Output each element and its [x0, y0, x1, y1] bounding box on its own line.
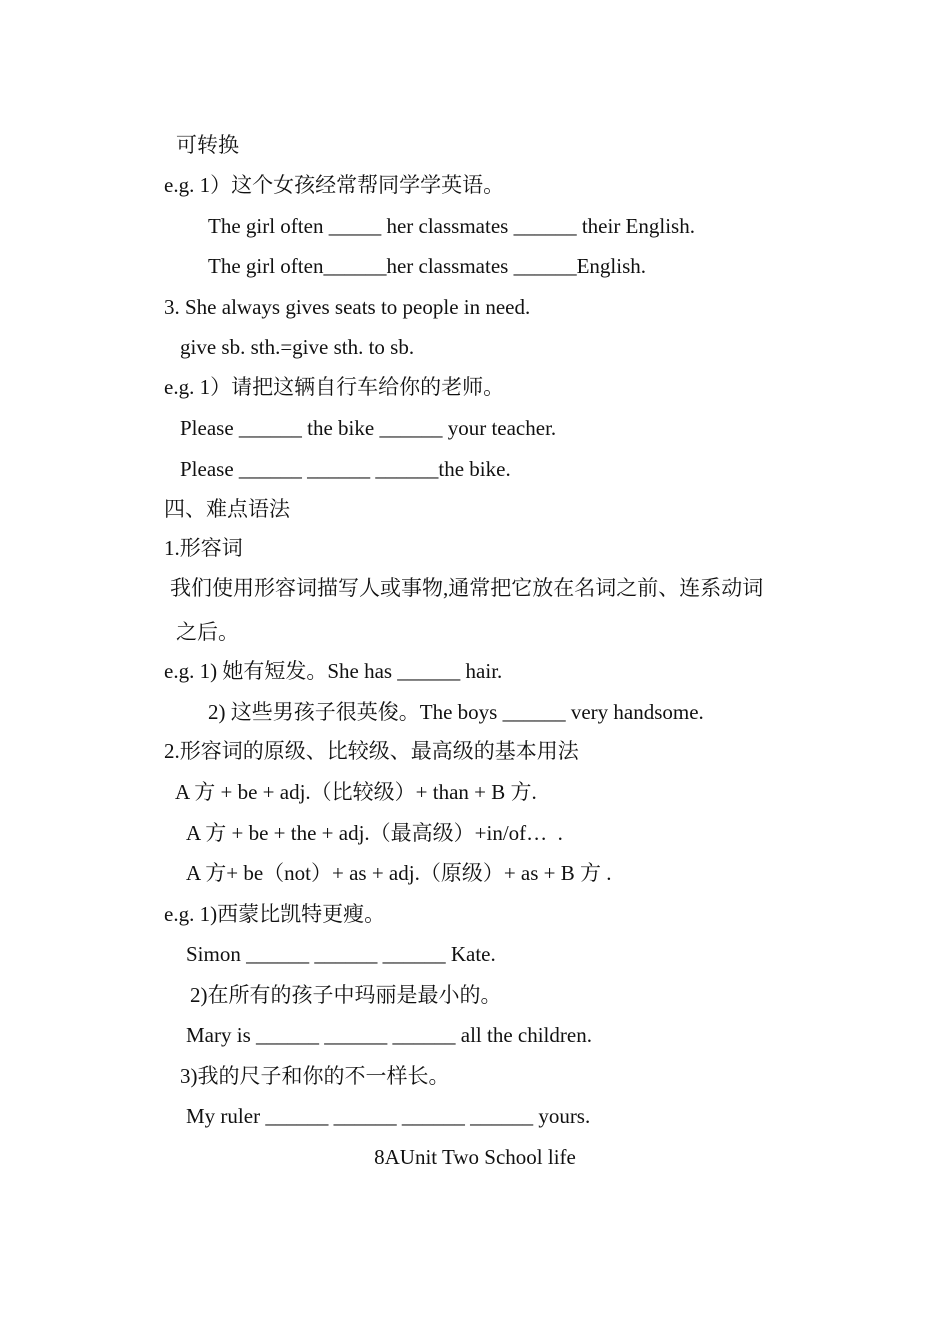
text-line: give sb. sth.=give sth. to sb.	[180, 335, 415, 359]
text-line: e.g. 1）这个女孩经常帮同学学英语。	[164, 173, 505, 197]
text-line: 我们使用形容词描写人或事物,通常把它放在名词之前、连系动词	[170, 576, 764, 600]
section-heading: 四、难点语法	[164, 497, 290, 521]
text-line: The girl often______her classmates ______English.	[208, 254, 646, 278]
text-line: Mary is ______ ______ ______ all the children.	[186, 1023, 592, 1047]
text-line: Please ______ the bike ______ your teacher.	[180, 416, 557, 440]
text-line: 2)在所有的孩子中玛丽是最小的。	[190, 983, 502, 1007]
text-line: My ruler ______ ______ ______ ______ yours.	[186, 1104, 591, 1128]
text-line: The girl often _____ her classmates ______ their English.	[208, 214, 695, 238]
text-line: 3)我的尺子和你的不一样长。	[180, 1064, 450, 1088]
subsection-heading: 1.形容词	[164, 536, 243, 560]
text-line: 之后。	[176, 620, 239, 644]
text-line: A 方 + be + the + adj.（最高级）+in/of… .	[186, 821, 563, 845]
text-line: 2) 这些男孩子很英俊。The boys ______ very handsome.	[208, 700, 704, 724]
text-line: A 方 + be + adj.（比较级）+ than + B 方.	[175, 780, 537, 804]
text-line: e.g. 1) 她有短发。She has ______ hair.	[164, 659, 503, 683]
text-line: e.g. 1）请把这辆自行车给你的老师。	[164, 375, 505, 399]
text-line: 可转换	[176, 133, 239, 157]
text-line: e.g. 1)西蒙比凯特更瘦。	[164, 902, 386, 926]
text-line: 3. She always gives seats to people in need.	[164, 295, 531, 319]
page-footer: 8AUnit Two School life	[374, 1145, 576, 1169]
text-line: Please ______ ______ ______the bike.	[180, 457, 511, 481]
text-line: A 方+ be（not）+ as + adj.（原级）+ as + B 方 .	[186, 861, 612, 885]
text-line: Simon ______ ______ ______ Kate.	[186, 942, 496, 966]
subsection-heading: 2.形容词的原级、比较级、最高级的基本用法	[164, 739, 579, 763]
